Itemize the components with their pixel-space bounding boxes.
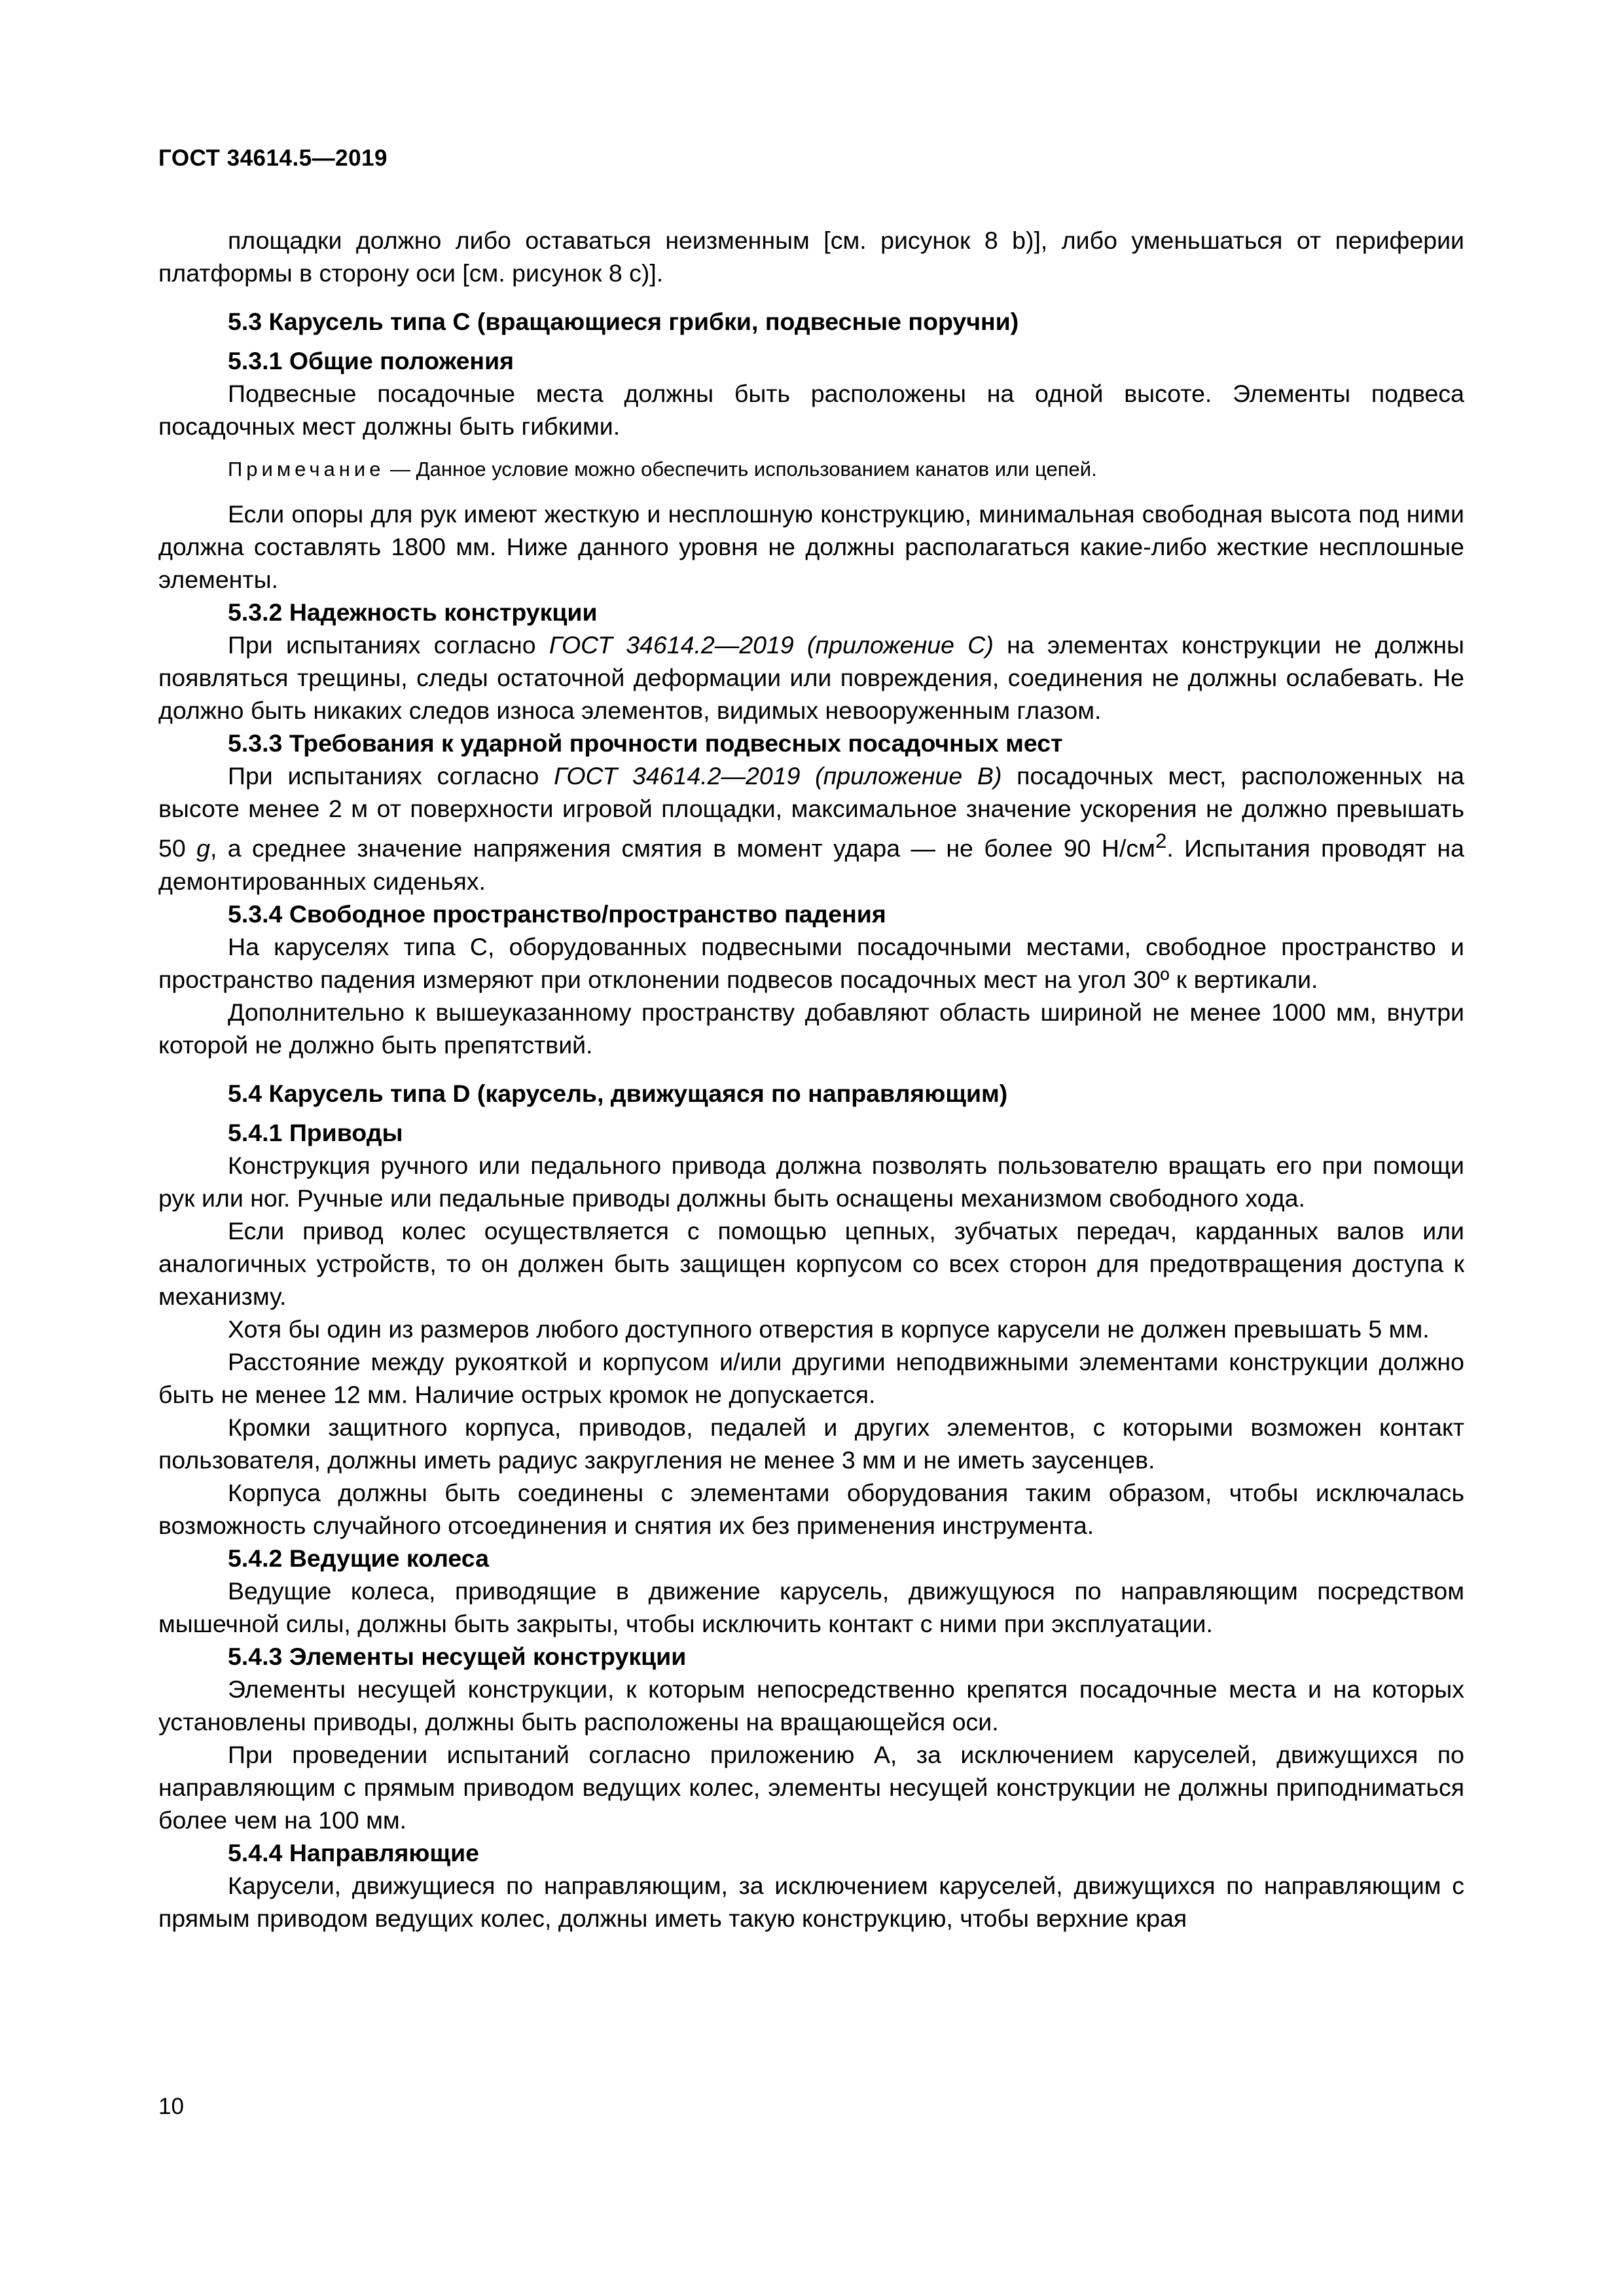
section-heading-5-3-1: 5.3.1 Общие положения bbox=[228, 347, 514, 374]
section-heading-5-3: 5.3 Карусель типа С (вращающиеся грибки, подвесные поручни) bbox=[228, 308, 1019, 335]
paragraph: Конструкция ручного или педального привода должна позволять пользователю вращать его при помощи рук или ног. Ручные или педальные приводы должны быть оснащены механизмом свободного хода. bbox=[158, 1151, 1464, 1212]
paragraph: На каруселях типа С, оборудованных подвесными посадочными местами, свободное пространство и пространство падения измеряют при отклонении подвесов посадочных мест на угол 30º к вертикали. bbox=[158, 932, 1464, 993]
text-run: . Испытания проводят на демонтированных сиденьях. bbox=[158, 834, 1464, 895]
section-heading-5-4-4: 5.4.4 Направляющие bbox=[228, 1838, 480, 1867]
paragraph: Хотя бы один из размеров любого доступного отверстия в корпусе карусели не должен превышать 5 мм. bbox=[228, 1315, 1430, 1343]
paragraph: Дополнительно к вышеуказанному пространству добавляют область шириной не менее 1000 мм, внутри которой не должно быть препятствий. bbox=[158, 998, 1464, 1059]
paragraph: Подвесные посадочные места должны быть расположены на одной высоте. Элементы подвеса посадочных мест должны быть гибкими. bbox=[158, 380, 1464, 440]
paragraph: Кромки защитного корпуса, приводов, педалей и других элементов, с которыми возможен контакт пользователя, должны иметь радиус закругления не менее 3 мм и не иметь заусенцев. bbox=[158, 1413, 1464, 1474]
text-run: на элементах конструкции не должны появляться трещины, следы остаточной деформации или повреждения, соединения не должны ослабевать. Не должно быть никаких следов износа элементов, видимых невооруженным глазом. bbox=[158, 631, 1464, 724]
paragraph bbox=[158, 759, 1464, 898]
superscript: 2 bbox=[1155, 829, 1167, 852]
section-heading-5-4-1: 5.4.1 Приводы bbox=[228, 1118, 403, 1146]
section-heading-5-4-3: 5.4.3 Элементы несущей конструкции bbox=[228, 1642, 687, 1670]
text-run: При испытаниях согласно bbox=[228, 762, 554, 790]
paragraph bbox=[158, 629, 1464, 727]
paragraph: Ведущие колеса, приводящие в движение карусель, движущуюся по направляющим посредством мышечной силы, должны быть закрыты, чтобы исключить контакт с ними при эксплуатации. bbox=[158, 1576, 1464, 1637]
paragraph: Корпуса должны быть соединены с элементами оборудования таким образом, чтобы исключалась возможность случайного отсоединения и снятия их без применения инструмента. bbox=[158, 1478, 1464, 1539]
page-number: 10 bbox=[158, 2094, 184, 2119]
section-heading-5-4: 5.4 Карусель типа D (карусель, движущаяся по направляющим) bbox=[228, 1079, 1008, 1107]
text-run: При испытаниях согласно bbox=[228, 631, 549, 659]
paragraph: площадки должно либо оставаться неизменным [см. рисунок 8 b)], либо уменьшаться от периферии платформы в сторону оси [см. рисунок 8 c)]. bbox=[158, 227, 1464, 287]
note-text: — Данное условие можно обеспечить использованием канатов или цепей. bbox=[384, 458, 1097, 481]
paragraph: Если опоры для рук имеют жесткую и несплошную конструкцию, минимальная свободная высота под ними должна составлять 1800 мм. Ниже данного уровня не должны располагаться какие-либо жесткие несплошные элементы. bbox=[158, 500, 1464, 593]
paragraph: Расстояние между рукояткой и корпусом и/или другими неподвижными элементами конструкции должно быть не менее 12 мм. Наличие острых кромок не допускается. bbox=[158, 1347, 1464, 1408]
paragraph: Элементы несущей конструкции, к которым непосредственно крепятся посадочные места и на которых установлены приводы, должны быть расположены на вращающейся оси. bbox=[158, 1675, 1464, 1736]
paragraph: При проведении испытаний согласно приложению А, за исключением каруселей, движущихся по направляющим с прямым приводом ведущих колес, элементы несущей конструкции не должны приподниматься более чем на 100 мм. bbox=[158, 1740, 1464, 1834]
unit-g: g bbox=[196, 834, 210, 862]
document-body bbox=[158, 224, 1464, 1935]
standard-reference: ГОСТ 34614.2—2019 (приложение С) bbox=[549, 631, 994, 659]
standard-reference: ГОСТ 34614.2—2019 (приложение В) bbox=[554, 762, 1002, 790]
section-heading-5-3-2: 5.3.2 Надежность конструкции bbox=[228, 598, 598, 626]
note bbox=[158, 456, 1464, 483]
section-heading-5-3-3: 5.3.3 Требования к ударной прочности подвесных посадочных мест bbox=[228, 729, 1063, 757]
document-header: ГОСТ 34614.5—2019 bbox=[158, 145, 388, 171]
paragraph: Если привод колес осуществляется с помощью цепных, зубчатых передач, карданных валов или аналогичных устройств, то он должен быть защищен корпусом со всех сторон для предотвращения доступа к механизму. bbox=[158, 1216, 1464, 1310]
section-heading-5-4-2: 5.4.2 Ведущие колеса bbox=[228, 1544, 489, 1572]
paragraph: Карусели, движущиеся по направляющим, за исключением каруселей, движущихся по направляющим с прямым приводом ведущих колес, должны иметь такую конструкцию, чтобы верхние края bbox=[158, 1871, 1464, 1932]
section-heading-5-3-4: 5.3.4 Свободное пространство/пространство падения bbox=[228, 900, 886, 928]
note-label: Примечание bbox=[228, 458, 385, 481]
text-run: посадочных мест, расположенных на высоте менее 2 м от поверхности игровой площадки, максимальное значение ускорения не должно превышать 50 bbox=[158, 762, 1464, 862]
text-run: , а среднее значение напряжения смятия в момент удара — не более 90 Н/см bbox=[209, 834, 1155, 862]
